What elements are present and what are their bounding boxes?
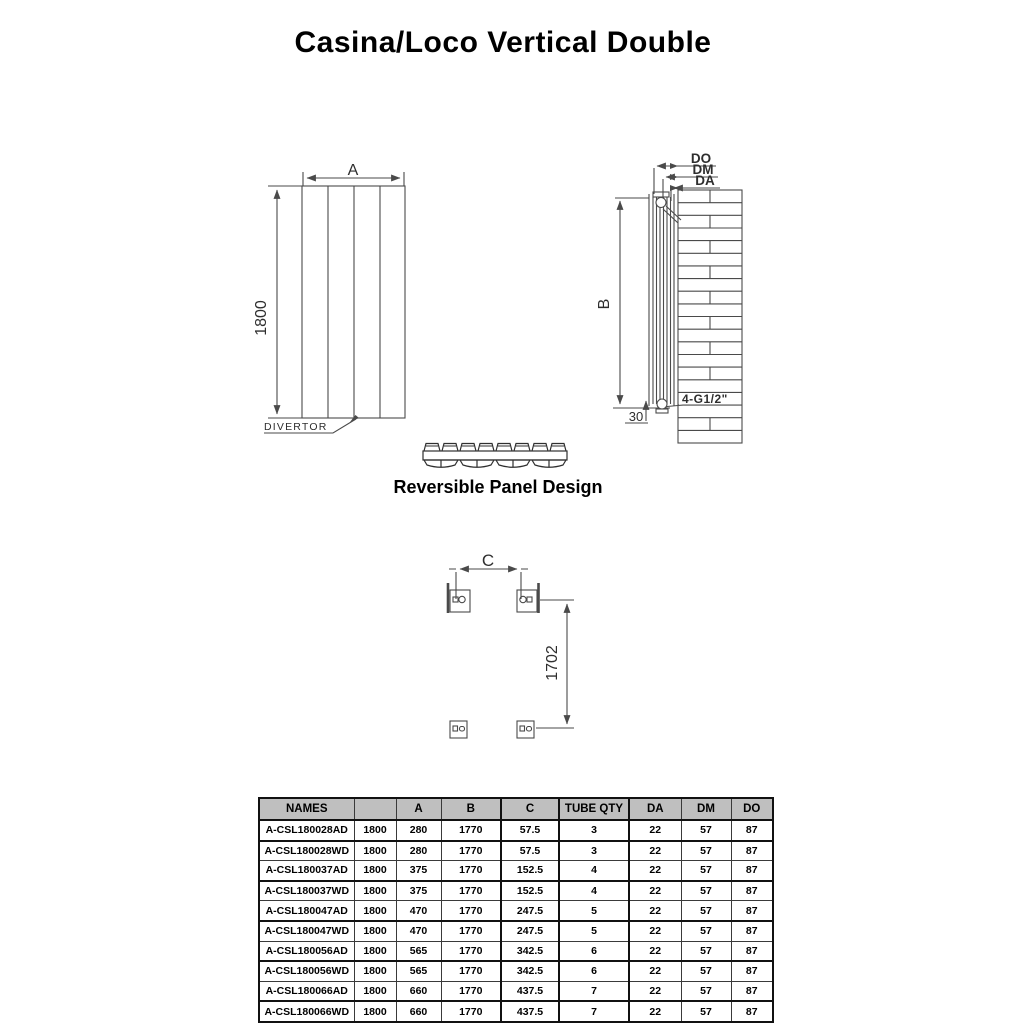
cell-a: 565 (396, 941, 441, 961)
table-row (259, 961, 773, 981)
cell-c: 57.5 (501, 841, 559, 861)
cell-name: A-CSL180047WD (259, 921, 354, 941)
technical-drawings (0, 130, 1034, 790)
col-header-da: DA (629, 798, 681, 820)
cell-c: 342.5 (501, 941, 559, 961)
spec-table-body (259, 820, 773, 1022)
table-row (259, 1001, 773, 1022)
cell-tube-qty: 5 (559, 921, 629, 941)
dim-label-DO: DO (690, 151, 712, 166)
table-row (259, 881, 773, 901)
cell-tube-qty: 3 (559, 820, 629, 841)
cell-name: A-CSL180037AD (259, 861, 354, 881)
cell-c: 437.5 (501, 981, 559, 1001)
cell-name: A-CSL180037WD (259, 881, 354, 901)
cell-do: 87 (731, 841, 773, 861)
table-row (259, 861, 773, 881)
cell-do: 87 (731, 820, 773, 841)
cell-b: 1770 (441, 941, 501, 961)
cell-b: 1770 (441, 841, 501, 861)
cell-dm: 57 (681, 820, 731, 841)
cell-da: 22 (629, 881, 681, 901)
thread-label: 4-G1/2" (682, 392, 728, 406)
col-header-names: NAMES (259, 798, 354, 820)
table-row (259, 921, 773, 941)
cell-tube-qty: 3 (559, 841, 629, 861)
col-header-dm: DM (681, 798, 731, 820)
cell-b: 1770 (441, 921, 501, 941)
col-header-tube-qty: TUBE QTY (559, 798, 629, 820)
table-row (259, 841, 773, 861)
cell-height: 1800 (354, 981, 396, 1001)
cell-do: 87 (731, 881, 773, 901)
dim-label-A: A (347, 162, 359, 179)
cell-da: 22 (629, 1001, 681, 1022)
cell-dm: 57 (681, 861, 731, 881)
cell-a: 565 (396, 961, 441, 981)
cell-da: 22 (629, 841, 681, 861)
cell-dm: 57 (681, 961, 731, 981)
cell-b: 1770 (441, 981, 501, 1001)
cell-a: 660 (396, 981, 441, 1001)
cell-name: A-CSL180028WD (259, 841, 354, 861)
table-row (259, 901, 773, 921)
cell-da: 22 (629, 961, 681, 981)
panel-top-fins (424, 444, 566, 452)
cell-dm: 57 (681, 941, 731, 961)
cell-b: 1770 (441, 1001, 501, 1022)
cell-do: 87 (731, 861, 773, 881)
cell-tube-qty: 7 (559, 1001, 629, 1022)
cell-a: 660 (396, 1001, 441, 1022)
table-row (259, 981, 773, 1001)
dim-label-30: 30 (628, 409, 644, 424)
cell-da: 22 (629, 981, 681, 1001)
dim-label-DM: DM (692, 162, 714, 177)
cell-a: 280 (396, 820, 441, 841)
dim-label-DA: DA (695, 173, 715, 188)
cell-c: 57.5 (501, 820, 559, 841)
col-header-height (354, 798, 396, 820)
cell-c: 342.5 (501, 961, 559, 981)
cell-a: 375 (396, 861, 441, 881)
cell-height: 1800 (354, 861, 396, 881)
cell-a: 470 (396, 921, 441, 941)
cell-height: 1800 (354, 881, 396, 901)
cell-b: 1770 (441, 961, 501, 981)
cell-da: 22 (629, 861, 681, 881)
cell-a: 470 (396, 901, 441, 921)
front-view-drawing (264, 172, 405, 433)
cell-name: A-CSL180056WD (259, 961, 354, 981)
cell-dm: 57 (681, 1001, 731, 1022)
cell-tube-qty: 6 (559, 941, 629, 961)
cell-c: 437.5 (501, 1001, 559, 1022)
cell-b: 1770 (441, 861, 501, 881)
cell-height: 1800 (354, 921, 396, 941)
col-header-a: A (396, 798, 441, 820)
cell-dm: 57 (681, 921, 731, 941)
cell-tube-qty: 7 (559, 981, 629, 1001)
cell-do: 87 (731, 961, 773, 981)
cell-name: A-CSL180047AD (259, 901, 354, 921)
cell-dm: 57 (681, 841, 731, 861)
table-header-row (259, 798, 773, 820)
cell-height: 1800 (354, 841, 396, 861)
dim-label-1702: 1702 (544, 645, 561, 681)
cell-do: 87 (731, 1001, 773, 1022)
cell-tube-qty: 5 (559, 901, 629, 921)
cell-da: 22 (629, 921, 681, 941)
panel-band (423, 451, 567, 460)
table-row (259, 941, 773, 961)
cell-height: 1800 (354, 961, 396, 981)
col-header-c: C (501, 798, 559, 820)
col-header-b: B (441, 798, 501, 820)
col-header-do: DO (731, 798, 773, 820)
cell-dm: 57 (681, 881, 731, 901)
page-title: Casina/Loco Vertical Double (294, 26, 712, 59)
cell-da: 22 (629, 820, 681, 841)
cell-name: A-CSL180066AD (259, 981, 354, 1001)
dim-label-B: B (596, 298, 613, 310)
dim-label-1800: 1800 (253, 300, 270, 336)
radiator-panel-lines (328, 186, 380, 418)
spec-table (258, 797, 774, 1023)
cell-da: 22 (629, 941, 681, 961)
cell-height: 1800 (354, 1001, 396, 1022)
cell-dm: 57 (681, 901, 731, 921)
cell-dm: 57 (681, 981, 731, 1001)
cell-do: 87 (731, 901, 773, 921)
bottom-valve (657, 399, 667, 409)
cell-c: 152.5 (501, 881, 559, 901)
cell-c: 247.5 (501, 901, 559, 921)
divertor-label: DIVERTOR (264, 421, 328, 433)
cell-da: 22 (629, 901, 681, 921)
radiator-side-profile (649, 194, 674, 406)
cell-height: 1800 (354, 901, 396, 921)
cell-c: 247.5 (501, 921, 559, 941)
cell-do: 87 (731, 921, 773, 941)
cell-height: 1800 (354, 820, 396, 841)
dim-label-C: C (481, 551, 495, 570)
cell-a: 375 (396, 881, 441, 901)
cell-name: A-CSL180066WD (259, 1001, 354, 1022)
cell-a: 280 (396, 841, 441, 861)
cell-name: A-CSL180056AD (259, 941, 354, 961)
cell-do: 87 (731, 941, 773, 961)
cell-c: 152.5 (501, 861, 559, 881)
cell-b: 1770 (441, 881, 501, 901)
top-valve (656, 198, 666, 208)
cell-tube-qty: 4 (559, 861, 629, 881)
panel-cross-section (423, 444, 567, 468)
table-row (259, 820, 773, 841)
cell-do: 87 (731, 981, 773, 1001)
cell-b: 1770 (441, 820, 501, 841)
cell-name: A-CSL180028AD (259, 820, 354, 841)
cell-height: 1800 (354, 941, 396, 961)
cell-tube-qty: 4 (559, 881, 629, 901)
cell-b: 1770 (441, 901, 501, 921)
panel-design-caption: Reversible Panel Design (393, 477, 603, 497)
cell-tube-qty: 6 (559, 961, 629, 981)
panel-bottom-fins (424, 460, 566, 467)
